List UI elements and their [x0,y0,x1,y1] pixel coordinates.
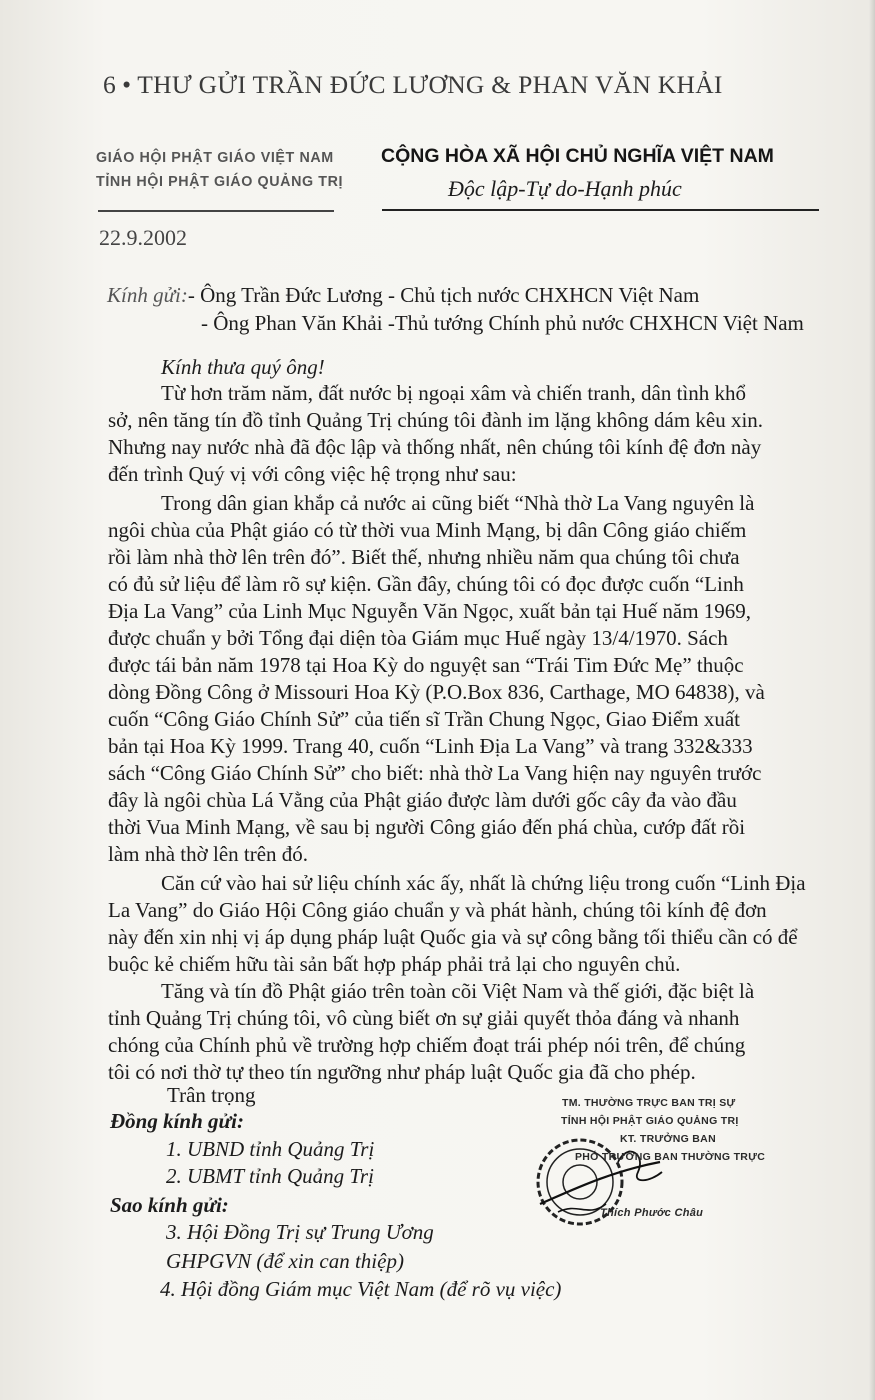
body-line: được tái bản năm 1978 tại Hoa Kỳ do nguyệt san “Trái Tim Đức Mẹ” thuộc [108,653,744,677]
body-line: Trong dân gian khắp cả nước ai cũng biết “Nhà thờ La Vang nguyên là [161,491,755,515]
body-line: đây là ngôi chùa Lá Vằng của Phật giáo được làm dưới gốc cây đa vào đầu [108,788,737,812]
running-title: THƯ GỬI TRẦN ĐỨC LƯƠNG & PHAN VĂN KHẢI [137,70,723,99]
sao-item: 4. Hội đồng Giám mục Việt Nam (để rõ vụ việc) [160,1277,562,1301]
addressee-1-text: - Ông Trần Đức Lương - Chủ tịch nước CHXHCN Việt Nam [187,283,700,307]
sender-underline [98,210,334,212]
body-line: ngôi chùa của Phật giáo có từ thời vua Minh Mạng, bị dân Công giáo chiếm [108,518,747,542]
greeting: Kính thưa quý ông! [161,355,325,379]
body-line: sở, nên tăng tín đồ tỉnh Quảng Trị chúng tôi đành im lặng không dám kêu xin. [108,408,764,432]
letter-date: 22.9.2002 [99,225,187,250]
addressee-line-2: - Ông Phan Văn Khải -Thủ tướng Chính phủ nước CHXHCN Việt Nam [201,311,804,335]
body-line: bản tại Hoa Kỳ 1999. Trang 40, cuốn “Linh Địa La Vang” và trang 332&333 [108,734,753,758]
body-line: buộc kẻ chiếm hữu tài sản bất hợp pháp phải trả lại cho nguyên chủ. [108,952,681,976]
header-bullet: • [122,70,132,99]
motto-underline [382,209,819,211]
cc-item: 2. UBMT tỉnh Quảng Trị [166,1164,374,1188]
body-line: La Vang” do Giáo Hội Công giáo chuẩn y và phát hành, chúng tôi kính đệ đơn [108,898,767,922]
signature-title-3: KT. TRƯỞNG BAN [620,1133,716,1145]
sender-org-line-1: GIÁO HỘI PHẬT GIÁO VIỆT NAM [96,150,334,166]
body-line: đến trình Quý vị với công việc hệ trọng như sau: [108,462,517,486]
signature-title-4: PHÓ TRƯỞNG BAN THƯỜNG TRỰC [575,1151,766,1163]
body-line: tôi có nơi thờ tự theo tín ngưỡng như pháp luật Quốc gia đã cho phép. [108,1060,696,1084]
body-line: Địa La Vang” của Linh Mục Nguyễn Văn Ngọc, xuất bản tại Huế năm 1969, [108,599,752,623]
signature-title-1: TM. THƯỜNG TRỰC BAN TRỊ SỰ [562,1097,736,1109]
body-line: Từ hơn trăm năm, đất nước bị ngoại xâm và chiến tranh, dân tình khổ [161,381,746,405]
body-line: được chuẩn y bởi Tổng đại diện tòa Giám mục Huế ngày 13/4/1970. Sách [108,626,728,650]
sender-org-line-2: TỈNH HỘI PHẬT GIÁO QUẢNG TRỊ [96,174,344,190]
body-line: này đến xin nhị vị áp dụng pháp luật Quốc gia và sự công bằng tối thiểu cần có để [108,925,798,949]
body-line: cuốn “Công Giáo Chính Sử” của tiến sĩ Trần Chung Ngọc, Giao Điểm xuất [108,707,740,731]
addressee-line-1 [107,283,699,308]
republic-motto: Độc lập-Tự do-Hạnh phúc [448,176,682,201]
body-line: dòng Đồng Công ở Missouri Hoa Kỳ (P.O.Box 836, Carthage, MO 64838), và [108,680,765,704]
body-line: có đủ sử liệu để làm rõ sự kiện. Gần đây, chúng tôi có đọc được cuốn “Linh [108,572,744,596]
republic-name: CỘNG HÒA XÃ HỘI CHỦ NGHĨA VIỆT NAM [381,145,774,167]
sao-item: 3. Hội Đồng Trị sự Trung Ương [166,1220,434,1244]
page-edge-shadow [869,0,875,1400]
sao-item: GHPGVN (để xin can thiệp) [166,1249,404,1273]
body-line: Tăng và tín đồ Phật giáo trên toàn cõi Việt Nam và thế giới, đặc biệt là [161,979,755,1003]
closing: Trân trọng [167,1083,256,1107]
page-number: 6 [103,70,117,99]
cc-item: 1. UBND tỉnh Quảng Trị [166,1137,375,1161]
body-line: tỉnh Quảng Trị chúng tôi, vô cùng biết ơn sự giải quyết thỏa đáng và nhanh [108,1006,740,1030]
body-line: sách “Công Giáo Chính Sử” cho biết: nhà thờ La Vang hiện nay nguyên trước [108,761,762,785]
body-line: Nhưng nay nước nhà đã độc lập và thống nhất, nên chúng tôi kính đệ đơn này [108,435,762,459]
signatory-name: Thích Phước Châu [600,1207,704,1219]
body-line: chóng của Chính phủ về trường hợp chiếm đoạt trái phép nói trên, để chúng [108,1033,746,1057]
body-line: rồi làm nhà thờ lên trên đó”. Biết thế, nhưng nhiều năm qua chúng tôi chưa [108,545,740,569]
body-line: Căn cứ vào hai sử liệu chính xác ấy, nhất là chứng liệu trong cuốn “Linh Địa [161,871,806,895]
body-line: thời Vua Minh Mạng, về sau bị người Công giáo đến phá chùa, cướp đất rồi [108,815,746,839]
sao-label: Sao kính gửi: [110,1193,229,1217]
cc-label: Đồng kính gửi: [110,1109,244,1133]
addressee-label: Kính gửi: [107,283,188,307]
signature-title-2: TỈNH HỘI PHẬT GIÁO QUẢNG TRỊ [561,1115,739,1127]
running-header [103,70,723,100]
body-line: làm nhà thờ lên trên đó. [108,842,309,866]
